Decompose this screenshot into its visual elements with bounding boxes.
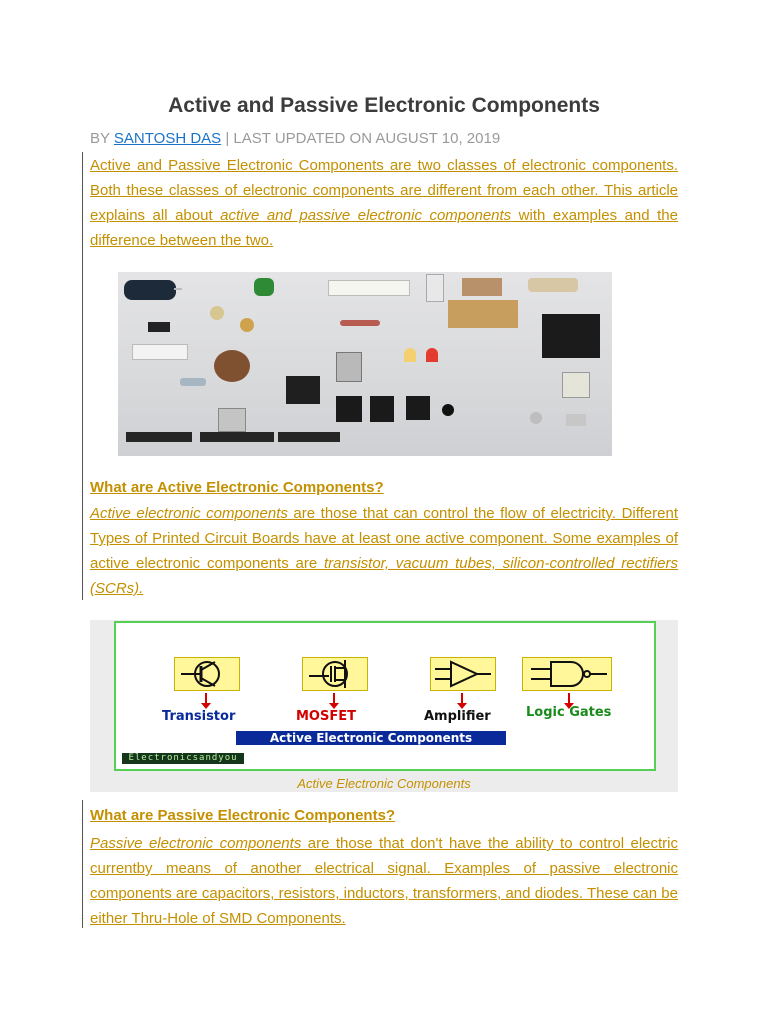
- active-heading[interactable]: What are Active Electronic Components?: [90, 479, 384, 496]
- active-components-diagram: [114, 621, 656, 771]
- figure-watermark: Electronicsandyou: [122, 753, 244, 764]
- intro-text-italic: active and passive electronic components: [220, 207, 512, 224]
- byline-date: | LAST UPDATED ON AUGUST 10, 2019: [225, 130, 501, 147]
- amplifier-arrow: [461, 693, 463, 705]
- passive-body: are those that don't have the ability to control electric currentby means of another electrical signal. Examples of passive electronic components are capacitors, resistors, inductors, transformers, and diodes. These can be either Thru-Hole of SMD Components.: [90, 835, 678, 927]
- amplifier-label: Amplifier: [424, 709, 491, 724]
- byline: [90, 130, 690, 147]
- left-rule-bottom: [82, 800, 83, 928]
- active-paragraph[interactable]: [90, 501, 678, 601]
- author-link[interactable]: SANTOSH DAS: [113, 130, 222, 147]
- logic-gates-label: Logic Gates: [526, 705, 612, 720]
- transistor-label: Transistor: [162, 709, 236, 724]
- figure-caption: Active Electronic Components: [297, 776, 471, 791]
- components-photo: [118, 272, 612, 456]
- amplifier-symbol: [430, 657, 496, 691]
- active-components-figure: [90, 620, 678, 792]
- left-rule-top: [82, 152, 83, 600]
- active-examples-italic: transistor, vacuum tubes, silicon-controlled rectifiers (SCRs).: [90, 555, 678, 597]
- logic-gate-symbol: [522, 657, 612, 691]
- transistor-symbol: [174, 657, 240, 691]
- active-body: are those that can control the flow of electricity. Different Types of Printed Circuit Boards have at least one active component. Some examples of active electronic components are: [90, 505, 678, 572]
- intro-text-1: Active and Passive Electronic Components are two classes of electronic components. Both these classes of electronic components are different from each other. This article explains all about: [90, 157, 678, 224]
- mosfet-symbol: [302, 657, 368, 691]
- transistor-arrow: [205, 693, 207, 705]
- byline-prefix: BY: [90, 130, 110, 147]
- passive-lead-italic: Passive electronic components: [90, 835, 302, 852]
- figure-banner: Active Electronic Components: [236, 731, 506, 745]
- passive-paragraph[interactable]: [90, 831, 678, 931]
- active-lead-italic: Active electronic components: [90, 505, 288, 522]
- mosfet-arrow: [333, 693, 335, 705]
- passive-heading[interactable]: What are Passive Electronic Components?: [90, 807, 396, 824]
- intro-paragraph[interactable]: [90, 153, 678, 253]
- page-title: Active and Passive Electronic Components: [168, 94, 600, 117]
- intro-text-2: with examples and the difference between the two.: [90, 207, 678, 249]
- mosfet-label: MOSFET: [296, 709, 356, 724]
- logic-gate-arrow: [568, 693, 570, 705]
